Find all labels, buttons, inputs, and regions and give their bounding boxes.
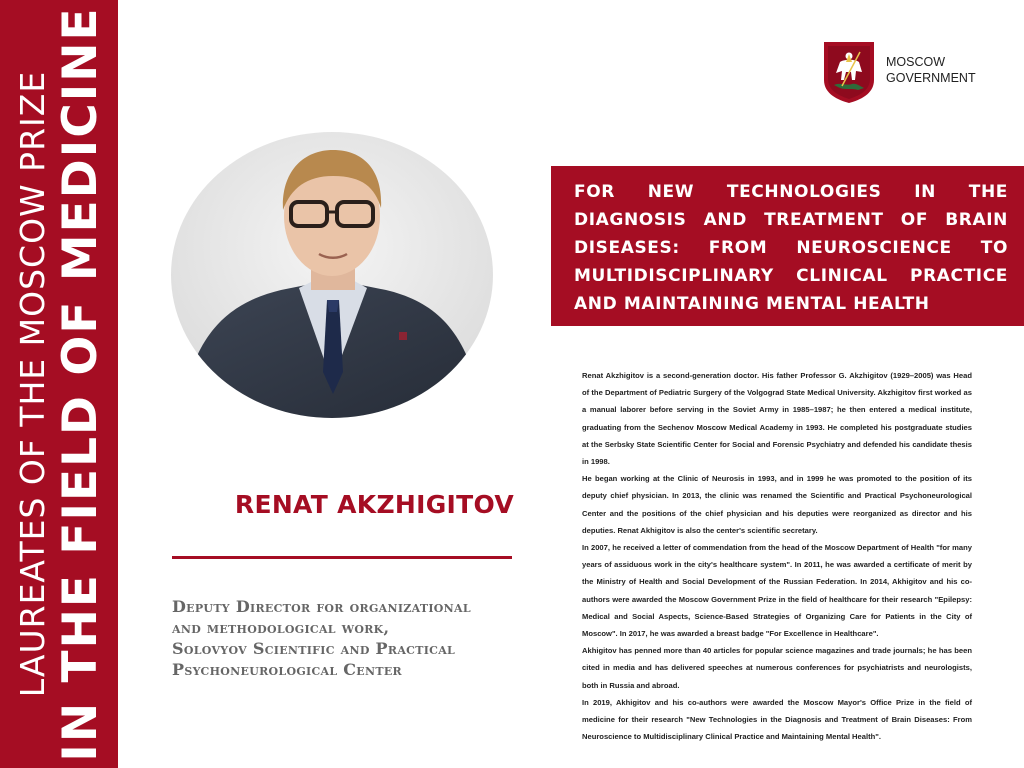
bio-paragraph-4: Akhigitov has penned more than 40 articles for popular science magazines and trade journals; he has been cited in media and has delivered speeches at numerous conferences for psychiatrists and neurologists, both in Russia and abroad. (582, 646, 972, 690)
position-line-1: Deputy Director for organizational (172, 597, 471, 616)
vertical-title-band (0, 0, 118, 768)
portrait-photo (171, 132, 493, 418)
biography (582, 367, 972, 745)
moscow-government-logo (822, 40, 982, 104)
bio-paragraph-2: He began working at the Clinic of Neurosis in 1993, and in 1999 he was promoted to the position of its deputy chief physician. In 2013, the clinic was renamed the Scientific and Practical Psychoneurological Center and the positions of the chief physician and his deputies were reorganized as director and his deputies. Renat Akhigitov is also the center's scientific secretary. (582, 474, 972, 535)
divider (172, 556, 512, 559)
bio-paragraph-5: In 2019, Akhigitov and his co-authors were awarded the Moscow Mayor's Office Prize in the field of medicine for their research "New Technologies in the Diagnosis and Treatment of Brain Diseases: From Neuroscience to Multidisciplinary Clinical Practice and Maintaining Mental Health". (582, 697, 972, 742)
vertical-title (11, 4, 107, 764)
logo-text-line-1: MOSCOW (886, 55, 946, 69)
vertical-title-line-2: IN THE FIELD OF MEDICINE (53, 6, 108, 762)
logo-text-line-2: GOVERNMENT (886, 71, 976, 85)
laureate-position (172, 596, 532, 680)
logo-text (886, 54, 976, 86)
bio-paragraph-3: In 2007, he received a letter of commendation from the head of the Moscow Department of Health "for many years of assiduous work in the city's healthcare system". In 2011, he was awarded a certificate of merit by the Ministry of Health and Social Development of the Russian Federation. In 2014, Akhigitov and his co-authors were awarded the Moscow Government Prize in the field of healthcare for their research "Epilepsy: Medical and Social Aspects, Science-Based Strategies of Organizing Care for Patients in the City of Moscow". In 2017, he was awarded a breast badge "For Excellence in Healthcare". (582, 543, 972, 639)
position-line-3: Solovyov Scientific and Practical (172, 639, 456, 658)
vertical-title-line-1: LAUREATES OF THE MOSCOW PRIZE (13, 70, 52, 698)
bio-paragraph-1: Renat Akzhigitov is a second-generation doctor. His father Professor G. Akzhigitov (1929–2005) was Head of the Department of Pediatric Surgery of the Volgograd State Medical University. Akzhigitov first worked as a manual laborer before serving in the Soviet Army in 1985–1987; he then entered a medical institute, graduating from the Sechenov Moscow Medical Academy in 1993. He completed his postgraduate studies at the Serbsky State Scientific Center for Social and Forensic Psychiatry and defended his candidate thesis in 1998. (582, 371, 972, 467)
moscow-coat-of-arms-icon (822, 40, 876, 104)
position-line-2: and methodological work, (172, 618, 390, 637)
laureate-name: RENAT AKZHIGITOV (234, 490, 514, 519)
position-line-4: Psychoneurological Center (172, 660, 402, 679)
prize-topic: FOR NEW TECHNOLOGIES IN THE DIAGNOSIS AND TREATMENT OF BRAIN DISEASES: FROM NEUROSCIENCE TO MULTIDISCIPLINARY CLINICAL PRACTICE AND MAINTAINING MENTAL HEALTH (574, 182, 1008, 314)
prize-topic-box (551, 166, 1024, 326)
